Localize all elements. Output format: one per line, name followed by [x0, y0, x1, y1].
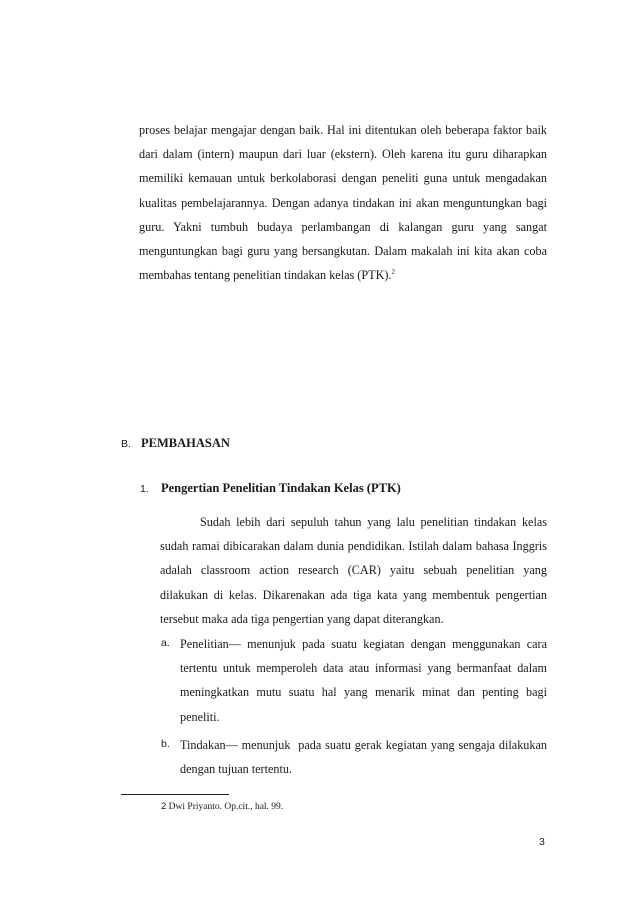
footnote-text: Dwi Priyanto. Op.cit., hal. 99. [168, 802, 284, 812]
section-b-heading: PEMBAHASAN [141, 436, 230, 450]
footnote-separator [121, 794, 229, 795]
list-item-a-marker: a. [161, 637, 170, 649]
footnote-reference: 2 [391, 268, 395, 277]
list-item-a-text: Penelitian— menunjuk pada suatu kegiatan dengan menggunakan cara tertentu untuk memperoleh data atau informasi yang bermanfaat dalam meningkatkan mutu suatu hal yang menarik minat dan penting bagi peneliti. [180, 637, 547, 724]
list-item-b-text: Tindakan— menunjuk pada suatu gerak kegiatan yang sengaja dilakukan dengan tujuan tertentu. [180, 738, 551, 777]
list-item-b-marker: b. [161, 738, 170, 750]
subsection-1-heading: Pengertian Penelitian Tindakan Kelas (PTK) [161, 481, 401, 495]
intro-text: proses belajar mengajar dengan baik. Hal ini ditentukan oleh beberapa faktor baik dari dalam (intern) maupun dari luar (ekstern). Oleh karena itu guru diharapkan memiliki kemauan untuk berkolaborasi dengan peneliti guna untuk mengadakan kualitas pembelajarannya. Dengan adanya tindakan ini akan menguntungkan bagi guru. Yakni tumbuh budaya perlambangan di kalangan guru yang sangat menguntungkan bagi guru yang bersangkutan. Dalam makalah ini kita akan coba membahas tentang penelitian tindakan kelas (PTK). [139, 123, 547, 283]
subsection-1-body: Sudah lebih dari sepuluh tahun yang lalu penelitian tindakan kelas sudah ramai dibicarakan dalam dunia pendidikan. Istilah dalam bahasa Inggris adalah classroom action research (CAR) yaitu sebuah penelitian yang dilakukan di kelas. Dikarenakan ada tiga kata yang membentuk pengertian tersebut maka ada tiga pengertian yang dapat diterangkan. [160, 515, 547, 626]
page-number: 3 [539, 836, 545, 848]
footnote [161, 801, 283, 812]
section-b-marker: B. [121, 438, 131, 450]
footnote-number: 2 [161, 801, 167, 812]
subsection-1-marker: 1. [140, 483, 149, 495]
intro-paragraph [139, 118, 547, 287]
